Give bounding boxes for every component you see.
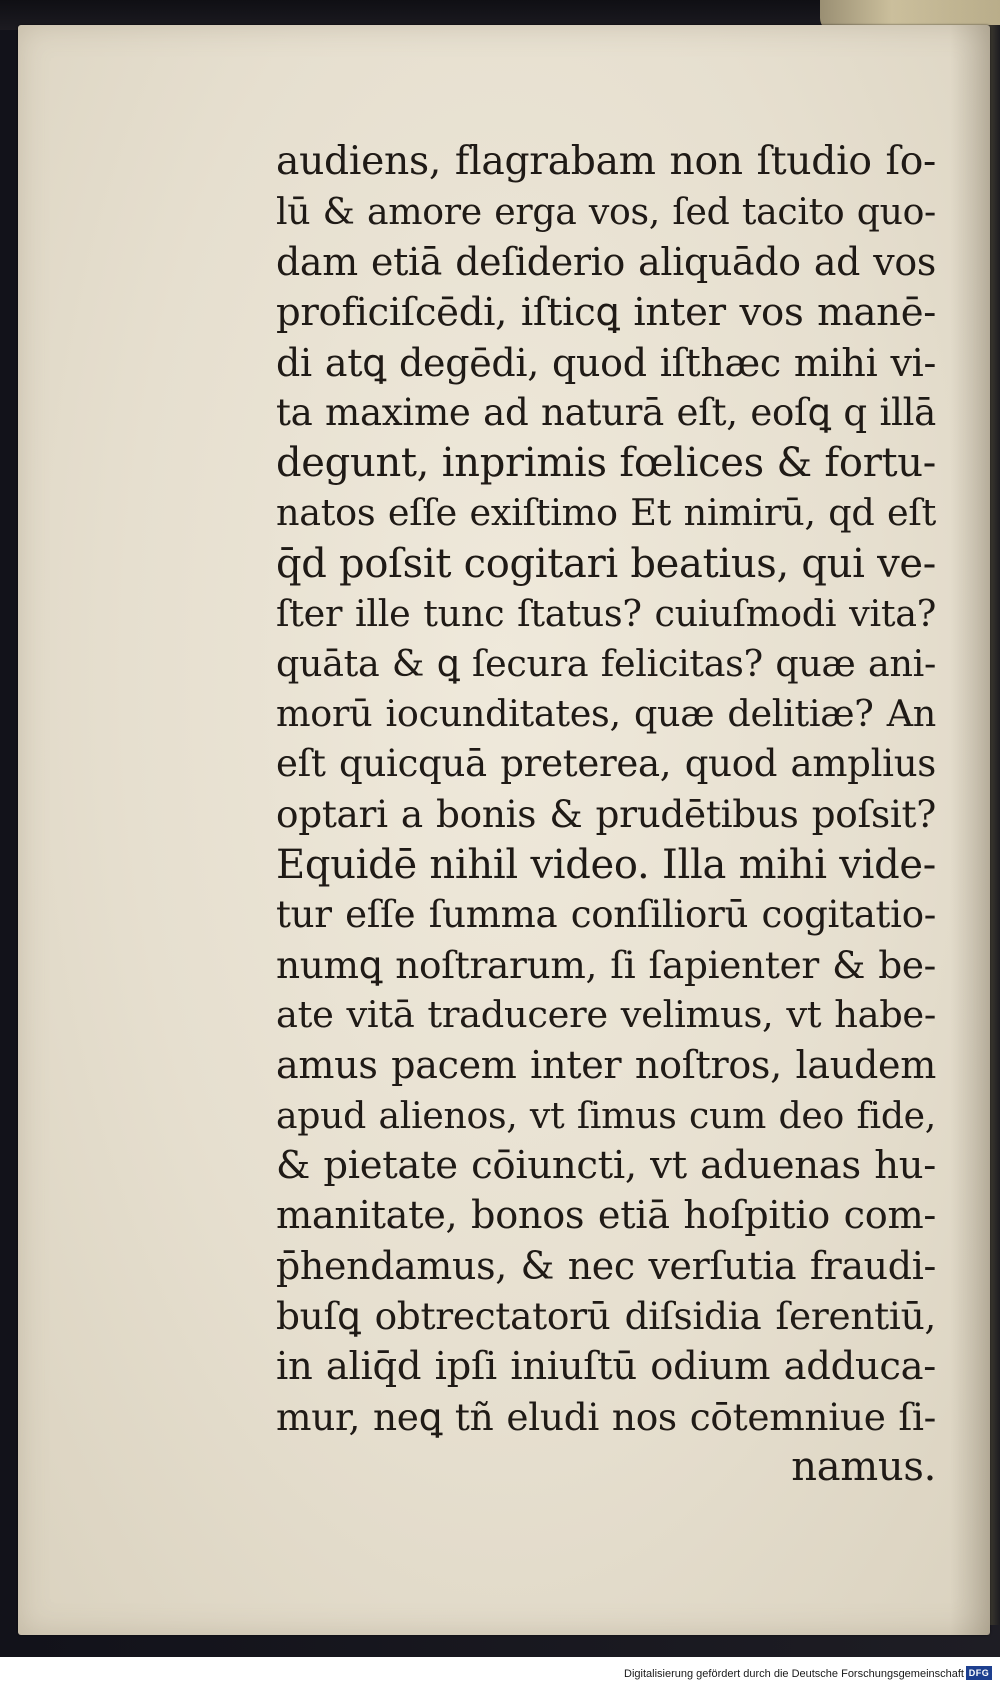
text-line: ate vitā traducere velimus, vt habe-	[276, 993, 936, 1037]
text-line: audiens, flagrabam non ſtudio ſo-	[276, 139, 936, 184]
text-line: numꝗ noſtrarum, ſi ſapienter & be-	[276, 943, 936, 987]
text-line: degunt, inprimis fœlices & fortu-	[276, 440, 936, 487]
text-line: apud alienos, vt ſimus cum deo fide,	[276, 1093, 936, 1137]
book-page	[18, 25, 990, 1635]
text-line: optari a bonis & prudētibus poſsit?	[276, 792, 936, 837]
text-line: morū iocunditates, quæ delitiæ? An	[276, 692, 936, 736]
text-line: Equidē nihil video. Illa mihi vide-	[276, 841, 936, 888]
text-line: eſt quicquā preterea, quod amplius	[276, 742, 936, 786]
body-text	[276, 137, 936, 1492]
text-line: ſter ille tunc ſtatus? cuiuſmodi vita?	[276, 591, 936, 635]
text-line: p̄hendamus, & nec verſutia fraudi-	[276, 1244, 936, 1289]
text-line: tur eſſe ſumma conſiliorū cogitatio-	[276, 892, 936, 936]
text-line: buſꝗ obtrectatorū diſsidia ſerentiū,	[276, 1294, 936, 1339]
text-line: q̄d poſsit cogitari beatius, qui ve-	[276, 540, 936, 587]
footer-bar	[0, 1657, 1000, 1687]
dfg-logo: DFG	[966, 1666, 992, 1680]
page-gutter-shadow	[950, 25, 990, 1635]
text-line: di atꝗ degēdi, quod iſthæc mihi vi-	[276, 340, 936, 385]
text-line: quāta & ꝗ ſecura felicitas? quæ ani-	[276, 641, 936, 685]
text-line: & pietate cōiuncti, vt aduenas hu-	[276, 1142, 936, 1188]
text-line: mur, neꝗ tñ eludi nos cōtemniue ſi-	[276, 1394, 936, 1439]
text-line: manitate, bonos etiā hoſpitio com-	[276, 1193, 936, 1238]
text-line-final: namus.	[791, 1443, 936, 1490]
text-line: amus pacem inter noſtros, laudem	[276, 1043, 936, 1088]
text-line: ta maxime ad naturā eſt, eoſꝗ q illā	[276, 390, 936, 434]
text-line: lū & amore erga vos, ſed tacito quo-	[276, 190, 936, 234]
text-line: dam etiā deſiderio aliquādo ad vos	[276, 240, 936, 285]
text-line: in aliq̄d ipſi iniuſtū odium adduca-	[276, 1343, 936, 1389]
text-line: natos eſſe exiſtimo Et nimirū, qd eſt	[276, 491, 936, 535]
text-line: proficiſcēdi, iſticꝗ inter vos manē-	[276, 289, 936, 335]
funding-credit: Digitalisierung gefördert durch die Deutsche Forschungsgemeinschaft	[624, 1668, 964, 1680]
